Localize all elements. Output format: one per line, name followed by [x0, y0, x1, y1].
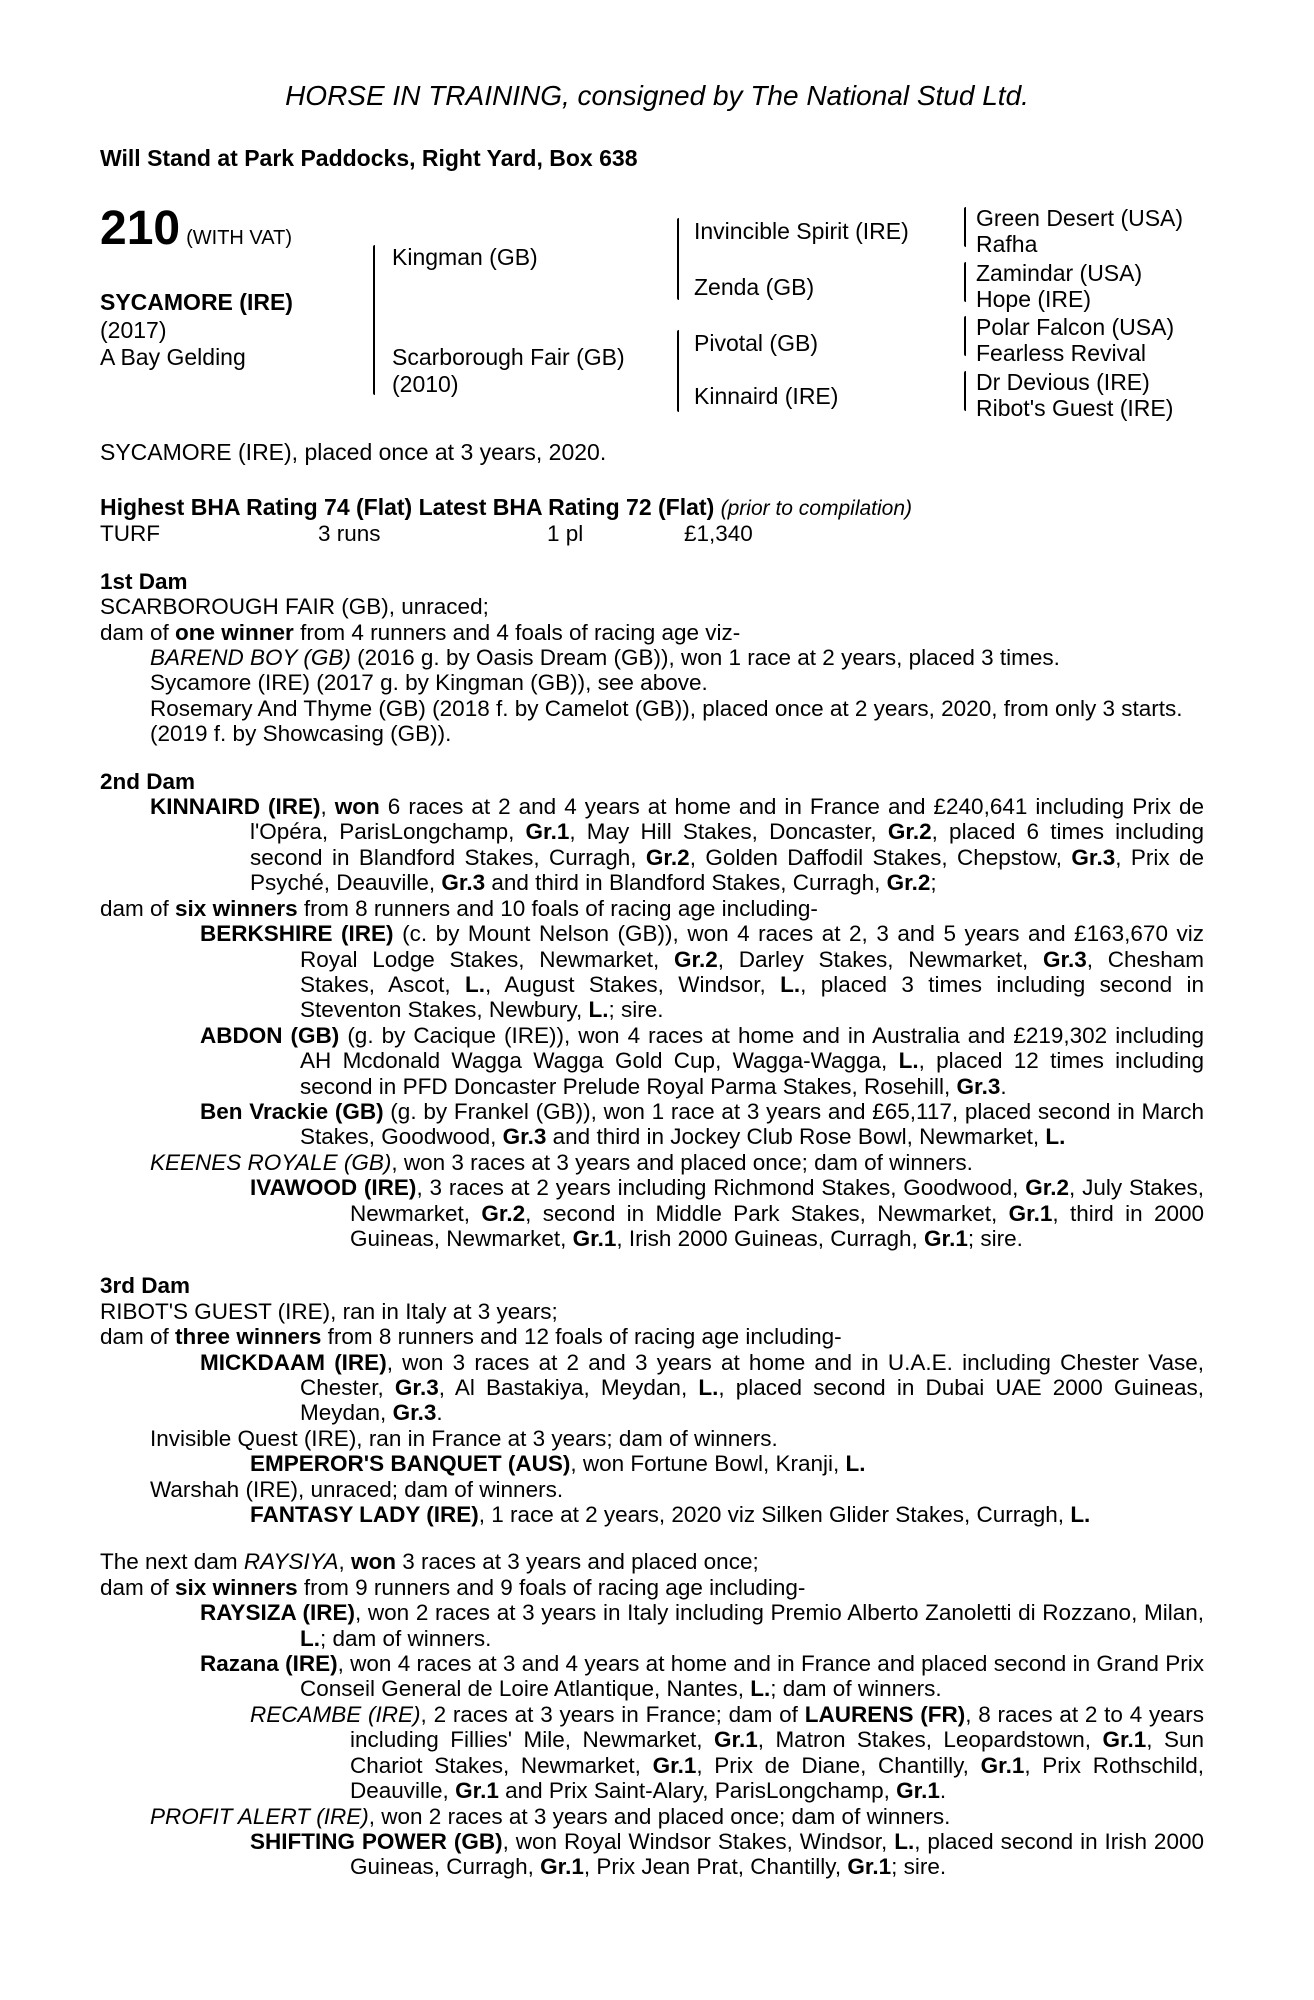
- horse-name: Ben Vrackie (GB): [200, 1098, 384, 1124]
- pedigree-sire-sire: Invincible Spirit (IRE): [694, 218, 909, 244]
- text: 6 races at 2 and 4 years at home and in France and £240,641 including Prix de l'Opéra, ParisLongchamp,: [250, 794, 1204, 845]
- text: won: [350, 1549, 396, 1575]
- text: , August Stakes, Windsor,: [485, 971, 781, 997]
- horse-name: ABDON (GB): [200, 1022, 340, 1048]
- horse-year: (2017): [100, 317, 167, 343]
- grade: Gr.2: [674, 946, 718, 972]
- text: , May Hill Stakes, Doncaster,: [569, 819, 888, 845]
- grade: Gr.1: [896, 1778, 940, 1804]
- second-dam-produce: [100, 896, 1204, 921]
- grade: Gr.3: [394, 1375, 439, 1400]
- text: , Matron Stakes, Leopardstown,: [757, 1727, 1103, 1753]
- pedigree-ssd: Rafha: [976, 231, 1038, 257]
- pedigree-dsd: Fearless Revival: [976, 340, 1146, 366]
- pedigree-dam-sire: Pivotal (GB): [694, 330, 818, 356]
- first-dam-heading: 1st Dam: [100, 568, 188, 594]
- horse-name: RAYSIYA: [243, 1549, 339, 1575]
- text: , Irish 2000 Guineas, Curragh,: [616, 1225, 925, 1251]
- grade: Gr.1: [540, 1854, 584, 1880]
- turf-record: [100, 521, 1204, 546]
- text: won: [334, 794, 380, 820]
- pedigree-sire: Kingman (GB): [392, 244, 538, 270]
- ratings-note: (prior to compilation): [720, 497, 913, 520]
- text: from 8 runners and 12 foals of racing age including-: [321, 1324, 842, 1350]
- text: dam of: [100, 619, 176, 645]
- produce-entry: [100, 1702, 1204, 1804]
- horse-name: RAYSIZA (IRE): [200, 1600, 356, 1626]
- text: , won 2 races at 3 years and placed once; dam of winners.: [368, 1803, 951, 1829]
- grade: Gr.1: [847, 1854, 892, 1880]
- grade: Gr.1: [455, 1778, 499, 1804]
- pedigree-brace-sire: [677, 218, 679, 300]
- pedigree-brace-gen1: [373, 245, 375, 395]
- text: , placed second in Irish 2000 Guineas, Curragh,: [350, 1828, 1204, 1880]
- horse-name: PROFIT ALERT (IRE): [150, 1803, 369, 1829]
- horse-name: MICKDAAM (IRE): [200, 1349, 387, 1375]
- grade: Gr.3: [956, 1073, 1001, 1099]
- text: , won Fortune Bowl, Kranji,: [570, 1451, 846, 1477]
- text: .: [436, 1400, 443, 1426]
- turf-earnings: £1,340: [684, 521, 753, 547]
- text: from 4 runners and 4 foals of racing age viz-: [293, 619, 741, 645]
- text: , Al Bastakiya, Meydan,: [438, 1375, 699, 1400]
- horse-name: RECAMBE (IRE): [250, 1701, 421, 1727]
- grade: Gr.1: [1102, 1727, 1147, 1753]
- pedigree-dam: Scarborough Fair (GB): [392, 344, 625, 370]
- grade: Gr.2: [886, 870, 931, 896]
- grade: Gr.3: [502, 1124, 547, 1150]
- text: ,: [338, 1549, 351, 1575]
- grade: Gr.2: [645, 844, 690, 870]
- page-header: HORSE IN TRAINING, consigned by The National Stud Ltd.: [285, 80, 1029, 111]
- grade: L.: [1045, 1124, 1066, 1150]
- produce-entry: [100, 1175, 1204, 1251]
- first-dam-produce: [100, 620, 1204, 645]
- winners-count: six winners: [175, 1574, 298, 1600]
- horse-description: A Bay Gelding: [100, 344, 246, 370]
- grade: Gr.3: [1071, 844, 1116, 870]
- text: dam of: [100, 1574, 176, 1600]
- pedigree-sss: Green Desert (USA): [976, 205, 1184, 231]
- text: 3 races at 3 years and placed once;: [395, 1549, 759, 1575]
- produce-entry: (2019 f. by Showcasing (GB)).: [150, 721, 452, 747]
- grade: L.: [1070, 1502, 1091, 1528]
- text: dam of: [100, 1324, 176, 1350]
- text: , July Stakes, Newmarket,: [350, 1175, 1204, 1226]
- text: (g. by Cacique (IRE)), won 4 races at home and in Australia and £219,302 including AH Mcdonald Wagga Wagga Gold Cup, Wagga-Wagga,: [300, 1022, 1205, 1074]
- text: , placed 12 times including second in PFD Doncaster Prelude Royal Parma Stakes, Rosehill,: [300, 1048, 1204, 1099]
- text: ; sire.: [967, 1225, 1023, 1251]
- winners-count: one winner: [175, 619, 294, 645]
- grade: L.: [894, 1828, 915, 1854]
- text: (c. by Mount Nelson (GB)), won 4 races at 2, 3 and 5 years and £163,670 viz Royal Lodge Stakes, Newmarket,: [300, 921, 1204, 972]
- pedigree-dss: Polar Falcon (USA): [976, 314, 1175, 340]
- produce-entry: [100, 1350, 1204, 1426]
- horse-name: KINNAIRD (IRE): [150, 794, 321, 820]
- text: (g. by Frankel (GB)), won 1 race at 3 years and £65,117, placed second in March Stakes, Goodwood,: [300, 1098, 1204, 1150]
- text: from 9 runners and 9 foals of racing age including-: [297, 1574, 806, 1600]
- produce-entry: Invisible Quest (IRE), ran in France at 3 years; dam of winners.: [150, 1425, 778, 1451]
- horse-name: KEENES ROYALE (GB): [150, 1149, 392, 1175]
- text: ; dam of winners.: [770, 1676, 942, 1702]
- grade: L.: [465, 971, 486, 997]
- pedigree-dam-dam: Kinnaird (IRE): [694, 383, 839, 409]
- text: The next dam: [100, 1549, 244, 1575]
- grade: L.: [845, 1451, 866, 1477]
- produce-entry: Sycamore (IRE) (2017 g. by Kingman (GB)), see above.: [150, 670, 708, 696]
- text: dam of: [100, 895, 176, 921]
- grade: Gr.2: [1025, 1175, 1069, 1201]
- grade: Gr.3: [441, 870, 486, 896]
- pedigree-ddd: Ribot's Guest (IRE): [976, 395, 1174, 421]
- grade: L.: [780, 971, 801, 997]
- lot-number-value: 210: [100, 202, 181, 255]
- text: ;: [930, 870, 937, 896]
- pedigree-dam-year: (2010): [392, 371, 459, 397]
- produce-entry: [100, 1600, 1204, 1651]
- produce-entry: Warshah (IRE), unraced; dam of winners.: [150, 1476, 564, 1502]
- winners-count: six winners: [175, 895, 298, 921]
- text: , 3 races at 2 years including Richmond Stakes, Goodwood,: [416, 1175, 1026, 1201]
- winners-count: three winners: [175, 1324, 322, 1350]
- text: ; dam of winners.: [320, 1625, 492, 1651]
- text: .: [1000, 1073, 1007, 1099]
- text: , Chesham Stakes, Ascot,: [300, 946, 1204, 997]
- pedigree-brace-ss: [964, 207, 966, 247]
- grade: Gr.2: [481, 1200, 526, 1226]
- horse-name: SHIFTING POWER (GB): [250, 1828, 503, 1854]
- ratings-line: [100, 495, 1204, 521]
- produce-entry: [100, 1150, 1204, 1175]
- text: ,: [320, 794, 335, 820]
- third-dam-name: RIBOT'S GUEST (IRE), ran in Italy at 3 years;: [100, 1298, 558, 1324]
- text: , won Royal Windsor Stakes, Windsor,: [502, 1828, 895, 1854]
- produce-entry: [100, 1804, 1204, 1829]
- pedigree-sire-dam: Zenda (GB): [694, 274, 815, 300]
- produce-entry: [100, 1651, 1204, 1702]
- produce-entry: [100, 1099, 1204, 1150]
- pedigree-brace-dd: [964, 371, 966, 411]
- produce-entry: [100, 921, 1204, 1023]
- lot-number: [100, 203, 292, 264]
- pedigree-sdd: Hope (IRE): [976, 286, 1092, 312]
- text: , placed second in Dubai UAE 2000 Guineas, Meydan,: [300, 1375, 1204, 1426]
- horse-name: Razana (IRE): [200, 1651, 338, 1677]
- catalogue-body: [100, 495, 1204, 1880]
- horse-name: FANTASY LADY (IRE): [250, 1502, 479, 1528]
- second-dam-heading: 2nd Dam: [100, 768, 196, 794]
- turf-label: TURF: [100, 521, 160, 547]
- text: , 2 races at 3 years in France; dam of: [420, 1701, 805, 1727]
- horse-name: BERKSHIRE (IRE): [200, 921, 394, 947]
- text: , second in Middle Park Stakes, Newmarket,: [525, 1200, 1009, 1226]
- text: and Prix Saint-Alary, ParisLongchamp,: [498, 1778, 897, 1804]
- text: , placed 6 times including second in Blandford Stakes, Curragh,: [250, 819, 1204, 870]
- horse-name: SYCAMORE (IRE): [100, 289, 293, 315]
- grade: Gr.1: [652, 1752, 697, 1778]
- horse-name: IVAWOOD (IRE): [250, 1175, 417, 1201]
- text: , won 3 races at 2 and 3 years at home and in U.A.E. including Chester Vase, Chester,: [300, 1349, 1204, 1400]
- next-dam-record: [100, 1549, 1204, 1574]
- text: ; sire.: [608, 997, 664, 1023]
- text: , 1 race at 2 years, 2020 viz Silken Glider Stakes, Curragh,: [478, 1502, 1071, 1528]
- text: and third in Blandford Stakes, Curragh,: [485, 870, 887, 896]
- latest-rating: Latest BHA Rating 72 (Flat): [418, 494, 715, 520]
- text: , won 3 races at 3 years and placed once; dam of winners.: [391, 1149, 973, 1175]
- first-dam-name: SCARBOROUGH FAIR (GB), unraced;: [100, 594, 489, 620]
- grade: Gr.1: [980, 1752, 1025, 1778]
- produce-entry: [100, 1451, 1204, 1476]
- grade: Gr.1: [572, 1225, 617, 1251]
- horse-name: LAURENS (FR): [804, 1701, 966, 1727]
- grade: Gr.1: [525, 819, 570, 845]
- pedigree-brace-sd: [964, 262, 966, 302]
- text: , placed 3 times including second in Steventon Stakes, Newbury,: [300, 971, 1204, 1023]
- second-dam-record: [100, 794, 1204, 896]
- text: , won 4 races at 3 and 4 years at home and in France and placed second in Grand Prix Conseil General de Loire Atlantique, Nantes,: [300, 1651, 1204, 1702]
- text: , Prix de Psyché, Deauville,: [250, 844, 1205, 896]
- text: (2016 g. by Oasis Dream (GB)), won 1 race at 2 years, placed 3 times.: [350, 645, 1060, 671]
- grade: Gr.1: [713, 1727, 758, 1753]
- grade: L.: [750, 1676, 771, 1702]
- text: and third in Jockey Club Rose Bowl, Newmarket,: [546, 1124, 1046, 1150]
- grade: Gr.2: [887, 819, 932, 845]
- grade: L.: [698, 1375, 719, 1400]
- grade: L.: [898, 1048, 919, 1074]
- text: , Prix Rothschild, Deauville,: [350, 1752, 1204, 1804]
- text: from 8 runners and 10 foals of racing age including-: [297, 895, 818, 921]
- text: ; sire.: [891, 1854, 947, 1880]
- next-dam-produce: [100, 1575, 1204, 1600]
- text: , Sun Chariot Stakes, Newmarket,: [350, 1727, 1204, 1778]
- grade: Gr.3: [1042, 946, 1087, 972]
- race-summary: SYCAMORE (IRE), placed once at 3 years, 2020.: [100, 439, 607, 465]
- produce-entry: [100, 1502, 1204, 1527]
- text: , Darley Stakes, Newmarket,: [717, 946, 1043, 972]
- third-dam-produce: [100, 1324, 1204, 1349]
- text: , Prix de Diane, Chantilly,: [696, 1752, 981, 1778]
- text: , 8 races at 2 to 4 years including Fillies' Mile, Newmarket,: [350, 1701, 1205, 1753]
- produce-entry: [100, 1023, 1204, 1099]
- grade: Gr.1: [1008, 1200, 1053, 1226]
- text: , third in 2000 Guineas, Newmarket,: [350, 1200, 1205, 1251]
- pedigree-dds: Dr Devious (IRE): [976, 369, 1150, 395]
- produce-entry: [100, 1829, 1204, 1880]
- turf-placed: 1 pl: [547, 521, 584, 547]
- grade: L.: [300, 1625, 320, 1651]
- produce-entry: [100, 645, 1204, 670]
- produce-entry: Rosemary And Thyme (GB) (2018 f. by Camelot (GB)), placed once at 2 years, 2020, from only 3 starts.: [150, 695, 1183, 721]
- horse-name: BAREND BOY (GB): [150, 645, 351, 671]
- text: , Prix Jean Prat, Chantilly,: [583, 1854, 848, 1880]
- pedigree-brace-ds: [964, 316, 966, 356]
- highest-rating: Highest BHA Rating 74 (Flat): [100, 494, 413, 520]
- stand-location: Will Stand at Park Paddocks, Right Yard, Box 638: [100, 145, 638, 171]
- pedigree-sds: Zamindar (USA): [976, 260, 1143, 286]
- horse-name: EMPEROR'S BANQUET (AUS): [250, 1451, 571, 1477]
- grade: Gr.1: [924, 1225, 968, 1251]
- text: , Golden Daffodil Stakes, Chepstow,: [689, 844, 1072, 870]
- text: , won 2 races at 3 years in Italy including Premio Alberto Zanoletti di Rozzano, Milan,: [355, 1600, 1204, 1626]
- pedigree-brace-dam: [677, 330, 679, 412]
- grade: L.: [588, 997, 609, 1023]
- text: .: [939, 1778, 947, 1804]
- third-dam-heading: 3rd Dam: [100, 1273, 191, 1299]
- vat-note: (WITH VAT): [186, 227, 292, 249]
- turf-runs: 3 runs: [318, 521, 381, 547]
- grade: Gr.3: [392, 1400, 437, 1426]
